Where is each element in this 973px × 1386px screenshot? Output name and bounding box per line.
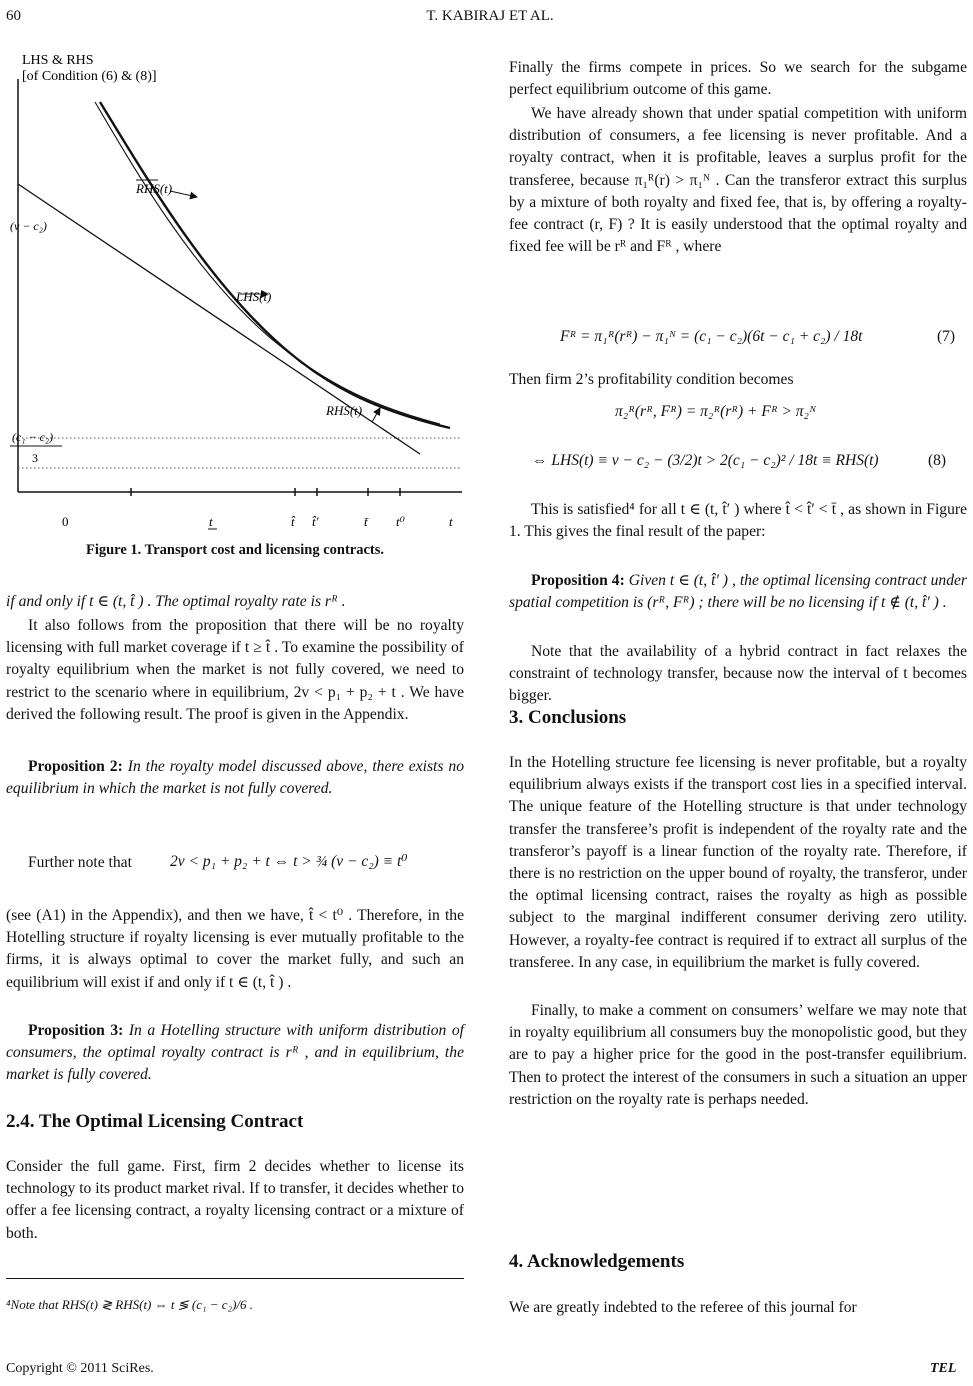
xtick-t0: t⁰ <box>396 514 405 529</box>
figure-ylabel-1: LHS & RHS <box>22 53 94 68</box>
equation-8b: ⇔ LHS(t) ≡ v − c₂ − (3/2)t > 2(c₁ − c₂)² / 18t ≡ RHS(t) <box>532 452 879 469</box>
prop4-label: Proposition 4: <box>531 572 625 589</box>
rhs-curve <box>100 102 450 428</box>
right-paragraph-2: We have already shown that under spatial competition with uniform distribution of consumers, a fee licensing is never profitable. And a royalty contract, when it is profitable, leaves a surplus profit for the transferee, because π₁ᴿ(r) > π₁ᴺ . Can the transferor extract this surplus by a mixture of both royalty and fixed fee, that is, by offering a royalty-fee contract (r, F) ? It is easily understood that the optimal royalty and fixed fee will be rᴿ and Fᴿ , where <box>509 105 967 256</box>
prop2-text: In the royalty model discussed above, there exists no equilibrium in which the market is not fully covered. <box>6 758 464 798</box>
label-v-c2: (v − c₂) <box>10 219 47 233</box>
xtick-t-hat-prime: t̂′ <box>312 514 319 529</box>
prop4-text: Given t ∈ (t, t̂′ ) , the optimal licensing contract under spatial competition is (rᴿ, Fᴿ) ; there will be no licensing if t ∉ (t, t̂′ ) . <box>509 572 967 612</box>
label-c1-c2: (c₁ − c₂) <box>12 430 54 444</box>
footnote: ⁴Note that RHS(t) ≷ RHS(t) ⇔ t ≶ (c₁ − c₂)/6 . <box>6 1297 254 1312</box>
section-heading-2-4: 2.4. The Optimal Licensing Contract <box>6 1111 304 1132</box>
running-title: T. KABIRAJ ET AL. <box>426 8 554 24</box>
xtick-t: t <box>449 514 453 529</box>
xtick-t-hat: t̂ <box>291 514 295 529</box>
right-paragraph-6: In the Hotelling structure fee licensing is never profitable, but a royalty equilibrium always exists if the transport cost lies in a specified interval. The unique feature of the Hotelling structure is that under technology transfer the transferee’s profit is independent of the royalty rate and the transferor’s payoff is a linear function of the royalty rate. Therefore, if there is no restriction on the upper bound of royalty, the transferor, under the optimal licensing contract, raises the royalty as high as possible subject to the marginal indifferent consumer deriving zero utility. However, a royalty-fee contract is required if to extract all surplus of the transferee. In any case, in equilibrium the market is fully covered. <box>509 754 967 971</box>
footnote-rule <box>6 1278 464 1279</box>
right-paragraph-5: Note that the availability of a hybrid contract in fact relaxes the constraint of technology transfer, because now the interval of t becomes bigger. <box>509 643 967 705</box>
right-paragraph-7: Finally, to make a comment on consumers’ welfare we may note that in royalty equilibrium all consumers buy the monopolistic good, but they are to pay a higher price for the good in the post-transfer equilibrium. Then to protect the interest of the consumers in such a situation an upper restriction on the royalty rate is perhaps needed. <box>509 1002 967 1108</box>
left-paragraph-4: Consider the full game. First, firm 2 decides whether to license its technology to its product market rival. If to transfer, it decides whether to offer a fee licensing contract, a royalty licensing contract or a mixture of both. <box>6 1158 464 1242</box>
proposition-4 <box>509 570 967 614</box>
label-rhs-bar: RHS(t) <box>136 181 173 196</box>
label-3: 3 <box>32 451 38 465</box>
left-paragraph-2: It also follows from the proposition that there will be no royalty licensing with full market coverage if t ≥ t̂ . To examine the possibility of royalty equilibrium when the market is not fully covered, we need to restrict to the scenario where in equilibrium, 2v < p₁ + p₂ + t . We have derived the following result. The proof is given in the Appendix. <box>6 617 464 723</box>
prop2-label: Proposition 2: <box>28 758 123 775</box>
left-paragraph-1: if and only if t ∈ (t, t̂ ) . The optimal royalty rate is rᴿ . <box>6 593 346 610</box>
prop3-label: Proposition 3: <box>28 1022 124 1039</box>
equation-8-number: (8) <box>928 452 947 469</box>
equation-7-number: (7) <box>937 328 956 345</box>
right-paragraph-8: We are greatly indebted to the referee of this journal for <box>509 1299 857 1316</box>
prop3-text: In a Hotelling structure with uniform distribution of consumers, the optimal royalty contract is rᴿ , and in equilibrium, the market is fully covered. <box>6 1022 464 1084</box>
rhs-bar-curve <box>95 102 440 424</box>
figure-1 <box>0 44 470 530</box>
equation-7: Fᴿ = π₁ᴿ(rᴿ) − π₁ᴺ = (c₁ − c₂)(6t − c₁ + c₂) / 18t <box>560 328 863 345</box>
equation-8a: π₂ᴿ(rᴿ, Fᴿ) = π₂ᴿ(rᴿ) + Fᴿ > π₂ᴺ <box>615 403 817 420</box>
note-lead: Further note that <box>28 854 132 871</box>
footer-copyright: Copyright © 2011 SciRes. <box>6 1361 154 1376</box>
xtick-0: 0 <box>62 514 69 529</box>
footer-journal: TEL <box>930 1361 957 1376</box>
label-rhs: RHS(t) <box>326 403 363 418</box>
proposition-2 <box>6 756 464 800</box>
proposition-3 <box>6 1020 464 1087</box>
page-number: 60 <box>6 8 21 24</box>
label-lhs: LHS(t) <box>236 289 272 304</box>
xtick-t-bar: t̄ <box>364 514 368 529</box>
note-equation: 2v < p₁ + p₂ + t ⇔ t > ¾ (v − c₂) ≡ t⁰ <box>170 853 408 870</box>
figure-ylabel-2: [of Condition (6) & (8)] <box>22 69 157 84</box>
right-paragraph-3: Then firm 2’s profitability condition becomes <box>509 371 794 388</box>
xtick-t-under: t <box>209 514 213 529</box>
figure-caption: Figure 1. Transport cost and licensing contracts. <box>85 542 385 558</box>
section-heading-4: 4. Acknowledgements <box>509 1251 685 1272</box>
left-paragraph-3: (see (A1) in the Appendix), and then we have, t̂ < t⁰ . Therefore, in the Hotelling structure if royalty licensing is ever mutually profitable to the firms, it is always optimal to cover the market fully, and such an equilibrium will exist if and only if t ∈ (t, t̂ ) . <box>6 907 464 991</box>
right-paragraph-1: Finally the firms compete in prices. So we search for the subgame perfect equilibrium outcome of this game. <box>509 59 967 99</box>
right-paragraph-4: This is satisfied⁴ for all t ∈ (t, t̂′ ) where t̂ < t̂′ < t̄ , as shown in Figure 1. This gives the final result of the paper: <box>509 501 967 541</box>
section-heading-3: 3. Conclusions <box>509 707 627 728</box>
